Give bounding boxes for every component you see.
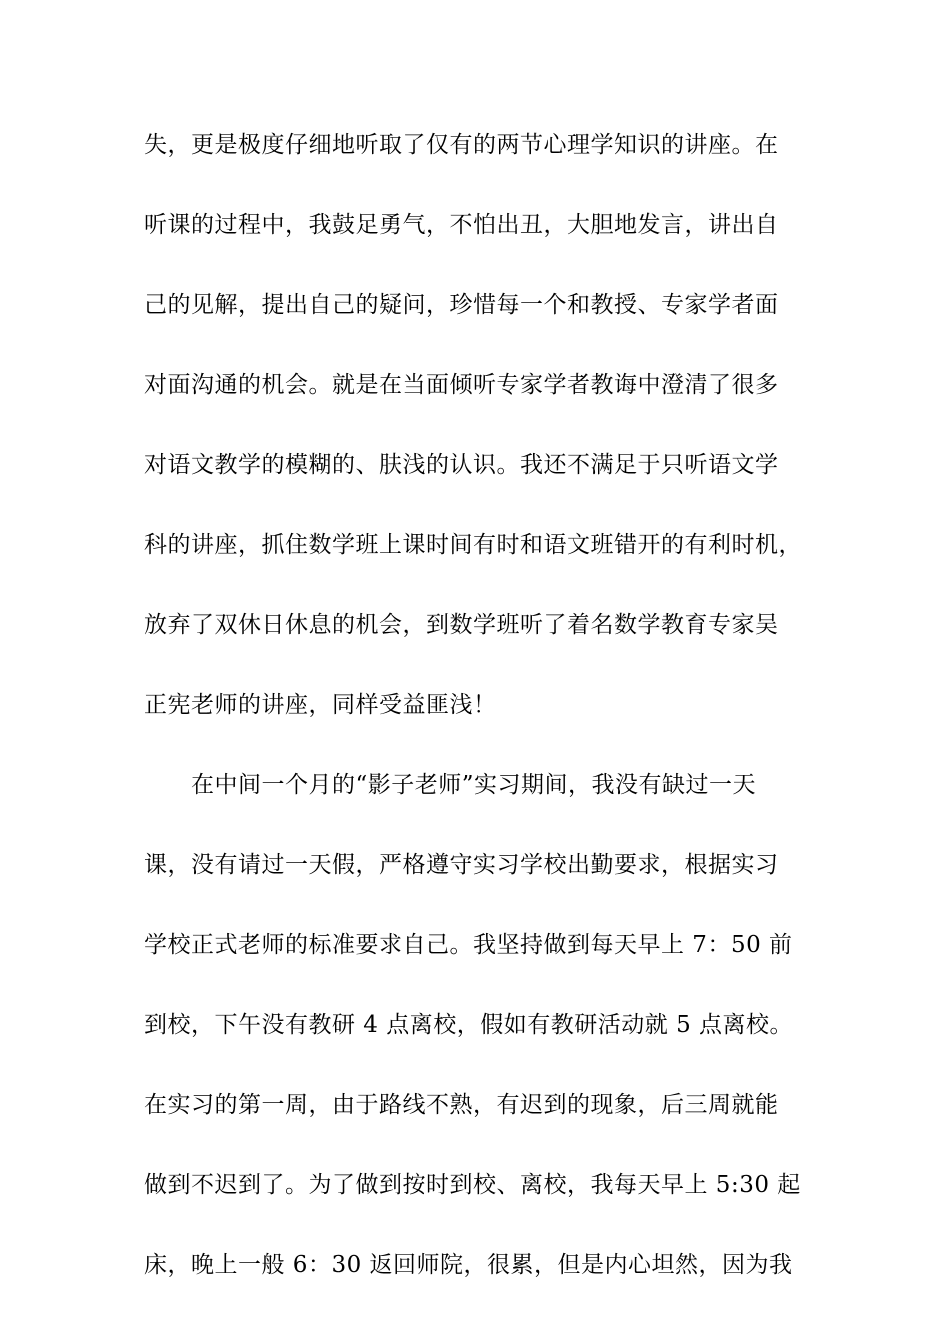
paragraph-first-line: 在中间一个月的“影子老师”实习期间，我没有缺过一天 <box>191 772 757 798</box>
text-line: 科的讲座，抓住数学班上课时间有时和语文班错开的有利时机， <box>144 532 802 558</box>
text-line: 床，晚上一般 6：30 返回师院，很累，但是内心坦然，因为我 <box>144 1252 793 1278</box>
text-line: 课，没有请过一天假，严格遵守实习学校出勤要求，根据实习 <box>144 852 779 878</box>
text-line: 失，更是极度仔细地听取了仅有的两节心理学知识的讲座。在 <box>144 132 779 158</box>
text-line: 在实习的第一周，由于路线不熟，有迟到的现象，后三周就能 <box>144 1092 779 1118</box>
text-line: 对面沟通的机会。就是在当面倾听专家学者教诲中澄清了很多 <box>144 372 779 398</box>
text-line: 己的见解，提出自己的疑问，珍惜每一个和教授、专家学者面 <box>144 292 779 318</box>
text-line: 到校，下午没有教研 4 点离校，假如有教研活动就 5 点离校。 <box>144 1012 794 1038</box>
text-line: 听课的过程中，我鼓足勇气，不怕出丑，大胆地发言，讲出自 <box>144 212 779 238</box>
text-line: 对语文教学的模糊的、肤浅的认识。我还不满足于只听语文学 <box>144 452 779 478</box>
text-line: 正宪老师的讲座，同样受益匪浅！ <box>144 692 497 718</box>
text-line: 做到不迟到了。为了做到按时到校、离校，我每天早上 5:30 起 <box>144 1172 801 1198</box>
text-line: 学校正式老师的标准要求自己。我坚持做到每天早上 7：50 前 <box>144 932 793 958</box>
text-line: 放弃了双休日休息的机会，到数学班听了着名数学教育专家吴 <box>144 612 779 638</box>
